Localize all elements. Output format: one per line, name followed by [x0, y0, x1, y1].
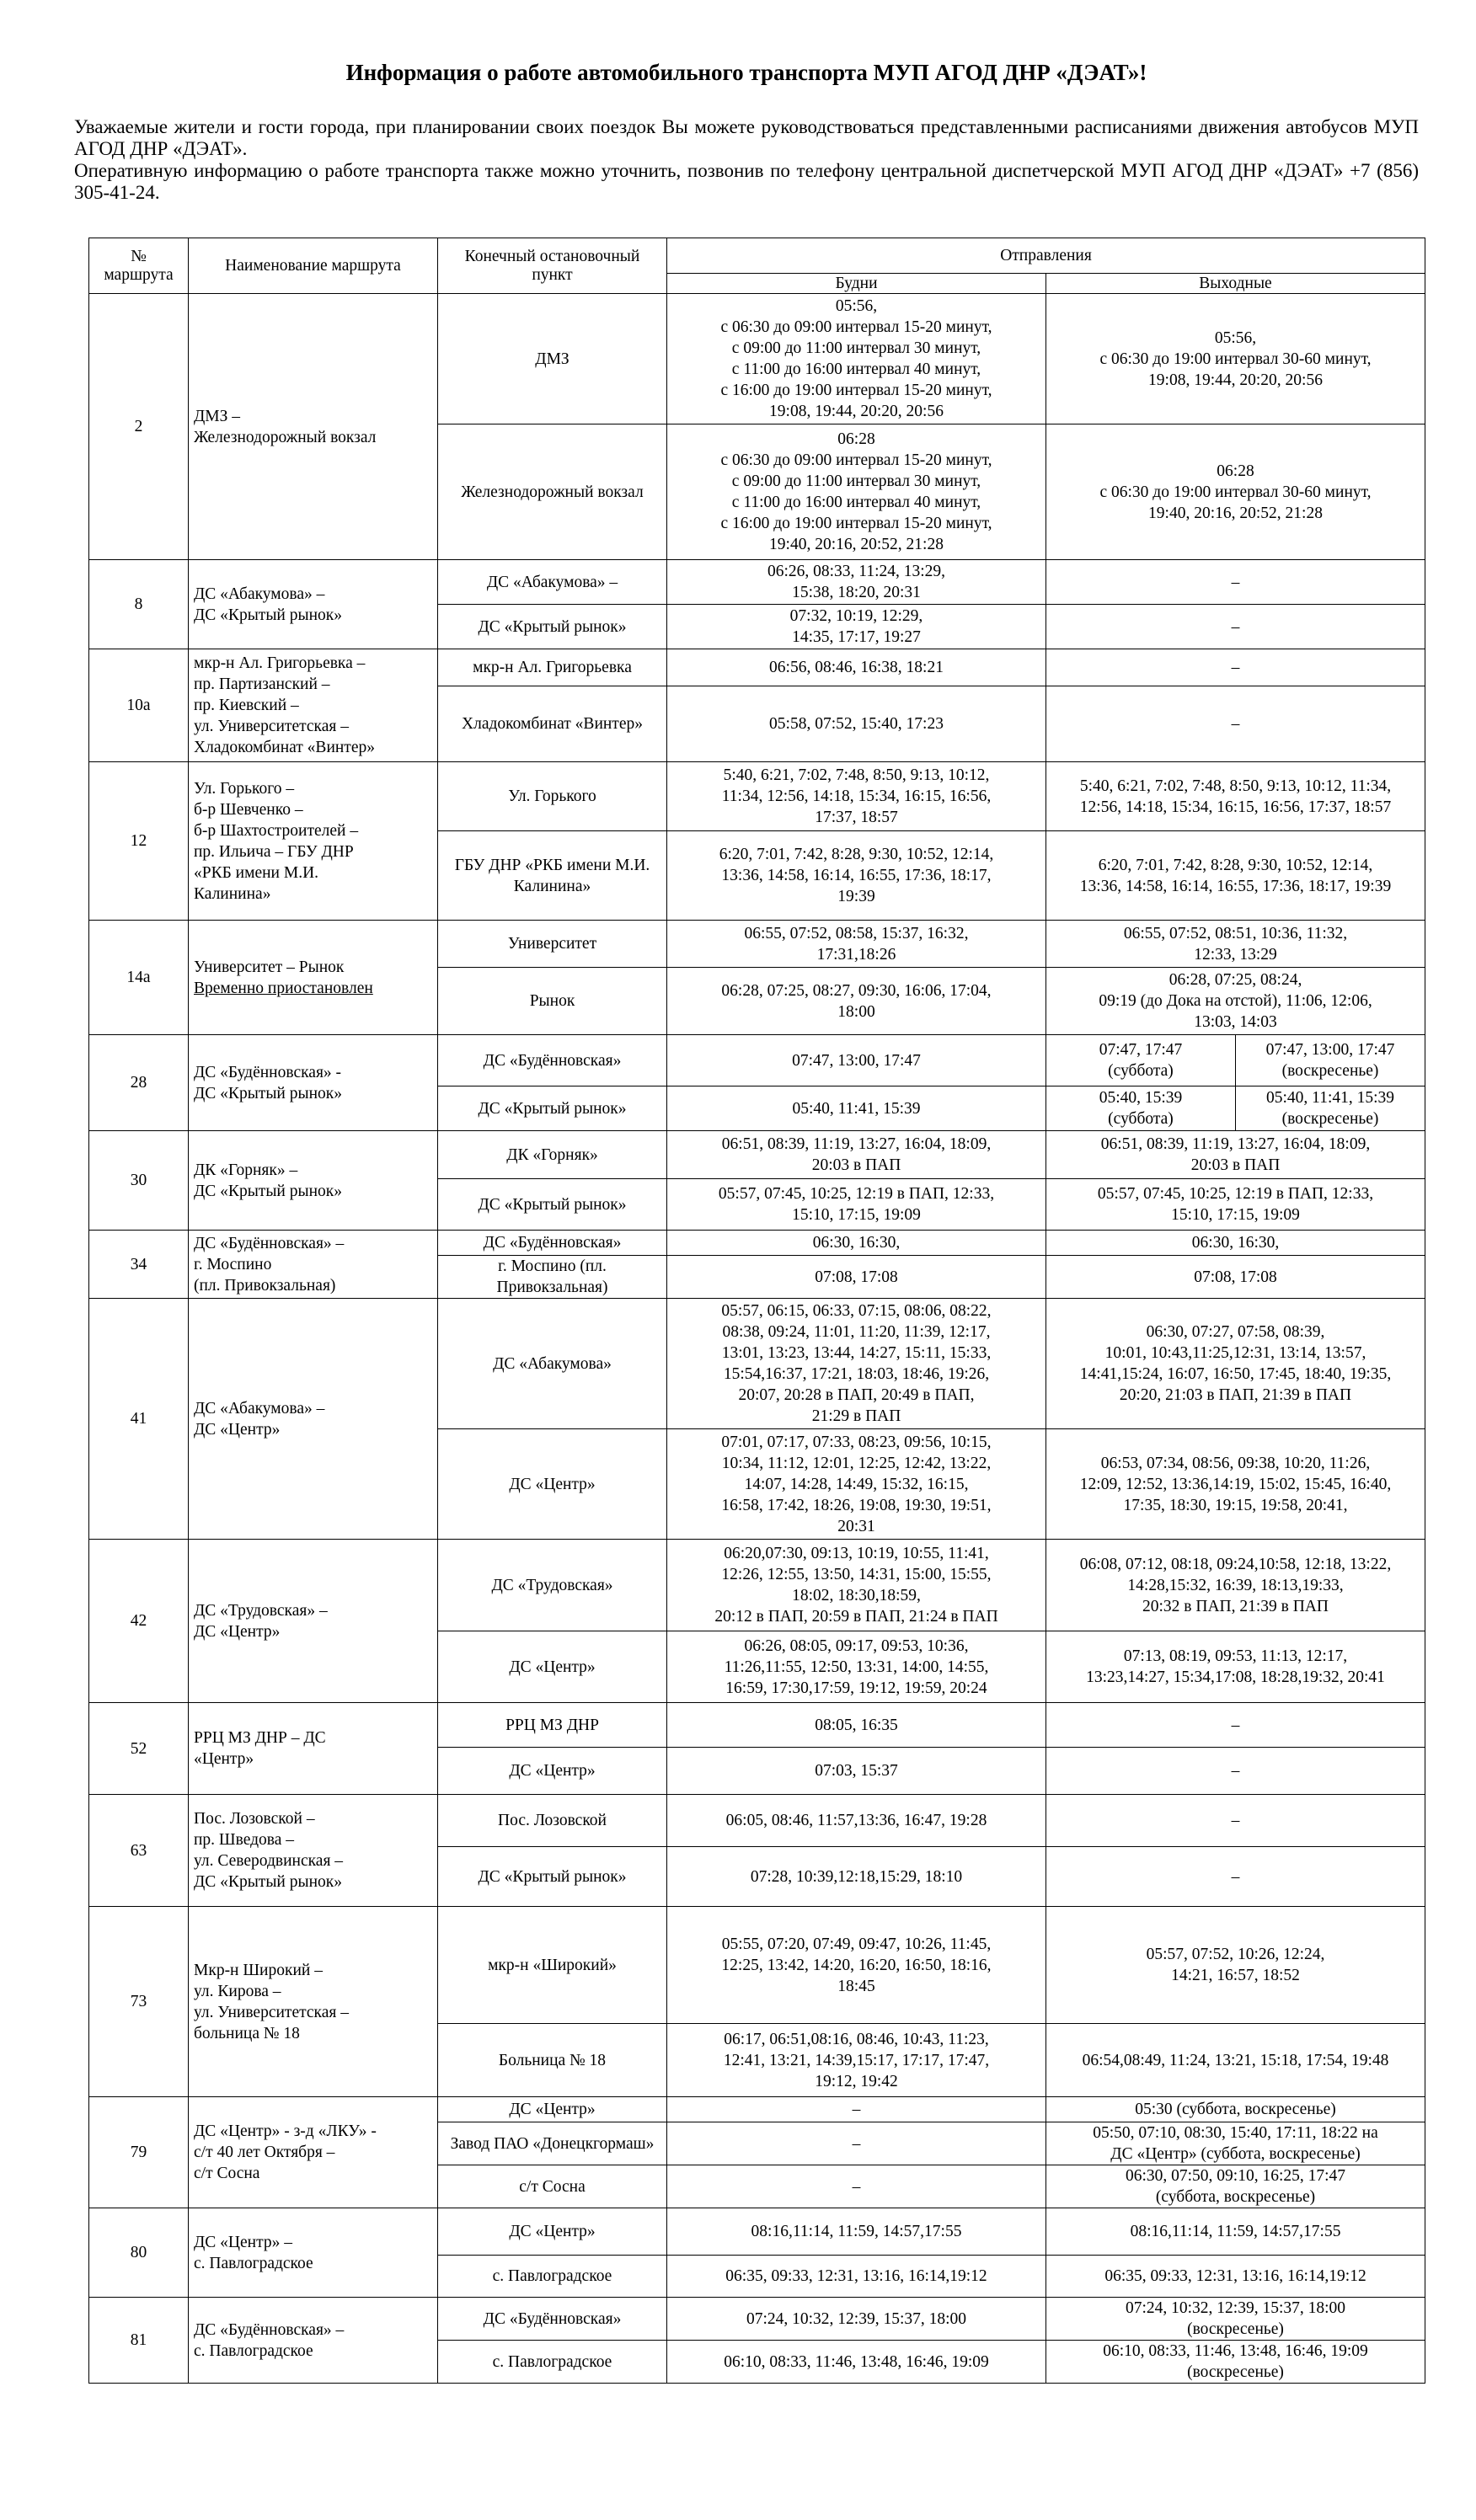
weekday-departures [667, 1299, 1046, 1429]
table-row [89, 560, 1425, 605]
table-row [89, 1231, 1425, 1256]
weekend-departures-text: – [1231, 617, 1240, 636]
route-name-text: Ул. Горького – б-р Шевченко – б-р Шахтостроителей – пр. Ильича – ГБУ ДНР «РКБ имени М.И. Калинина» [194, 779, 359, 903]
weekend-departures [1046, 1299, 1425, 1429]
weekday-departures-text: 05:40, 11:41, 15:39 [792, 1099, 921, 1118]
weekday-departures-text: 07:28, 10:39,12:18,15:29, 18:10 [750, 1867, 963, 1886]
weekend-departures-text: 06:10, 08:33, 11:46, 13:48, 16:46, 19:09 (воскресенье) [1103, 2342, 1368, 2381]
weekday-departures-text: 06:30, 16:30, [812, 1234, 901, 1252]
route-number: 8 [89, 560, 189, 649]
weekday-departures [667, 2024, 1046, 2097]
route-name [189, 2298, 438, 2384]
weekday-departures-text: 05:57, 06:15, 06:33, 07:15, 08:06, 08:22, 08:38, 09:24, 11:01, 11:20, 11:39, 12:17, 13:01, 13:23, 13:44, 14:27, 15:11, 15:33, 15:54,16:37, 17:21, 18:03, 18:46, 19:26, 20:07, 20:28 в ПАП, 20:49 в ПАП, 21:29 в ПАП [721, 1302, 992, 1425]
sunday-departures [1236, 1035, 1425, 1086]
terminal-stop: ДС «Центр» [438, 1748, 667, 1795]
weekday-departures-text: 06:28, 07:25, 08:27, 09:30, 16:06, 17:04, 18:00 [721, 981, 992, 1021]
weekend-departures [1046, 1231, 1425, 1256]
route-name [189, 1231, 438, 1299]
route-name-text: Мкр-н Широкий – ул. Кирова – ул. Университетская – больница № 18 [194, 1961, 349, 2042]
weekday-departures-text: 05:56, с 06:30 до 09:00 интервал 15-20 минут, с 09:00 до 11:00 интервал 30 минут, с 11:00 до 16:00 интервал 40 минут, с 16:00 до 19:00 интервал 15-20 минут, 19:08, 19:44, 20:20, 20:56 [720, 297, 992, 420]
weekday-departures-text: 06:05, 08:46, 11:57,13:36, 16:47, 19:28 [725, 1812, 987, 1829]
weekend-departures-text: 6:20, 7:01, 7:42, 8:28, 9:30, 10:52, 12:14, 13:36, 14:58, 16:14, 16:55, 17:36, 18:17, 19:39 [1079, 856, 1392, 895]
table-row [89, 2208, 1425, 2256]
weekday-departures-text: 06:56, 08:46, 16:38, 18:21 [769, 659, 944, 676]
route-name [189, 649, 438, 762]
weekend-departures [1046, 1429, 1425, 1540]
schedule-table-wrap [88, 238, 1425, 2384]
intro-paragraph: Уважаемые жители и гости города, при планировании своих поездок Вы можете руководствоваться представленными расписаниями движения автобусов МУП АГОД ДНР «ДЭАТ». [74, 116, 1419, 160]
weekday-departures [667, 2165, 1046, 2208]
weekday-departures-text: 07:01, 07:17, 07:33, 08:23, 09:56, 10:15, 10:34, 11:12, 12:01, 12:25, 12:42, 13:22, 14:07, 14:28, 14:49, 15:32, 16:15, 16:58, 17:42, 18:26, 19:08, 19:30, 19:51, 20:31 [721, 1433, 992, 1535]
route-name-text: ДС «Трудовская» – ДС «Центр» [194, 1601, 328, 1641]
table-row [89, 294, 1425, 424]
weekend-departures [1046, 2298, 1425, 2341]
route-number: 10а [89, 649, 189, 762]
terminal-stop: ДС «Центр» [438, 1429, 667, 1540]
weekend-departures-text: 05:30 (суббота, воскресенье) [1135, 2101, 1336, 2118]
terminal-stop: ДС «Трудовская» [438, 1540, 667, 1631]
weekday-departures [667, 686, 1046, 762]
weekday-departures-text: 05:58, 07:52, 15:40, 17:23 [769, 715, 944, 733]
route-number: 28 [89, 1035, 189, 1131]
saturday-departures [1046, 1035, 1236, 1086]
terminal-stop: ДС «Будённовская» [438, 1035, 667, 1086]
weekday-departures-text: 06:28 с 06:30 до 09:00 интервал 15-20 минут, с 09:00 до 11:00 интервал 30 минут, с 11:00 до 16:00 интервал 40 минут, с 16:00 до 19:00 интервал 15-20 минут, 19:40, 20:16, 20:52, 21:28 [720, 430, 992, 553]
weekday-departures [667, 1231, 1046, 1256]
header-weekdays: Будни [667, 274, 1046, 294]
route-number: 52 [89, 1703, 189, 1795]
weekday-departures-text: 05:55, 07:20, 07:49, 09:47, 10:26, 11:45, 12:25, 13:42, 14:20, 16:20, 16:50, 18:16, 18:45 [721, 1935, 992, 1995]
weekday-departures [667, 1256, 1046, 1299]
terminal-stop: Университет [438, 921, 667, 968]
table-row [89, 1703, 1425, 1748]
weekend-departures-text: 05:57, 07:45, 10:25, 12:19 в ПАП, 12:33, 15:10, 17:15, 19:09 [1097, 1185, 1374, 1224]
table-row [89, 1795, 1425, 1847]
weekend-departures [1046, 2256, 1425, 2298]
terminal-stop: ДС «Будённовская» [438, 2298, 667, 2341]
weekend-departures-text: – [1231, 1716, 1240, 1734]
weekday-departures [667, 1429, 1046, 1540]
terminal-stop: ДС «Абакумова» – [438, 560, 667, 605]
route-name-text: ДС «Будённовская» - ДС «Крытый рынок» [194, 1063, 342, 1102]
terminal-stop: Ул. Горького [438, 762, 667, 831]
weekend-departures-text: 07:08, 17:08 [1194, 1268, 1277, 1286]
weekend-departures-text: – [1231, 715, 1240, 733]
terminal-stop: ДС «Абакумова» [438, 1299, 667, 1429]
weekday-departures [667, 831, 1046, 921]
route-name-text: ДС «Абакумова» – ДС «Центр» [194, 1399, 325, 1439]
table-row [89, 1299, 1425, 1429]
terminal-stop: ГБУ ДНР «РКБ имени М.И. Калинина» [438, 831, 667, 921]
route-name [189, 1131, 438, 1231]
page-title: Информация о работе автомобильного транспорта МУП АГОД ДНР «ДЭАТ»! [345, 60, 1147, 85]
route-name [189, 294, 438, 560]
weekend-departures [1046, 2122, 1425, 2165]
terminal-stop: РРЦ МЗ ДНР [438, 1703, 667, 1748]
header-departures: Отправления [667, 238, 1425, 274]
weekday-departures [667, 1035, 1046, 1086]
route-number: 73 [89, 1907, 189, 2097]
weekday-departures-text: 05:57, 07:45, 10:25, 12:19 в ПАП, 12:33, 15:10, 17:15, 19:09 [718, 1185, 995, 1224]
weekend-departures [1046, 762, 1425, 831]
table-row [89, 1131, 1425, 1179]
weekend-departures-text: – [1231, 573, 1240, 591]
terminal-stop: ДС «Центр» [438, 2208, 667, 2256]
weekend-departures [1046, 2165, 1425, 2208]
terminal-stop: с. Павлоградское [438, 2256, 667, 2298]
route-number: 12 [89, 762, 189, 921]
weekday-departures [667, 2341, 1046, 2384]
header-weekends: Выходные [1046, 274, 1425, 294]
route-name [189, 1299, 438, 1540]
route-number: 34 [89, 1231, 189, 1299]
weekday-departures-text: 06:55, 07:52, 08:58, 15:37, 16:32, 17:31,18:26 [744, 924, 969, 964]
route-number: 63 [89, 1795, 189, 1907]
weekday-departures-text: 06:35, 09:33, 12:31, 13:16, 16:14,19:12 [725, 2267, 987, 2285]
weekend-departures-text: 5:40, 6:21, 7:02, 7:48, 8:50, 9:13, 10:12, 11:34, 12:56, 14:18, 15:34, 16:15, 16:56, 17:37, 18:57 [1079, 777, 1392, 816]
weekday-departures-text: – [852, 2177, 861, 2196]
weekday-departures [667, 1131, 1046, 1179]
weekend-departures [1046, 1748, 1425, 1795]
weekend-departures-text: 06:30, 07:27, 07:58, 08:39, 10:01, 10:43,11:25,12:31, 13:14, 13:57, 14:41,15:24, 16:07, 16:50, 17:45, 18:40, 19:35, 20:20, 21:03 в ПАП, 21:39 в ПАП [1079, 1323, 1392, 1404]
intro [74, 116, 1419, 204]
schedule-table [88, 238, 1425, 2384]
route-name-text: ДК «Горняк» – ДС «Крытый рынок» [194, 1161, 342, 1200]
route-number: 30 [89, 1131, 189, 1231]
weekend-departures-text: 06:30, 16:30, [1191, 1234, 1280, 1252]
weekend-departures [1046, 2208, 1425, 2256]
weekend-departures [1046, 1179, 1425, 1231]
weekday-departures-text: 08:05, 16:35 [815, 1716, 898, 1734]
weekday-departures [667, 294, 1046, 424]
weekend-departures [1046, 2097, 1425, 2122]
weekend-departures-text: – [1231, 1762, 1240, 1780]
weekend-departures [1046, 1847, 1425, 1907]
weekday-departures [667, 1179, 1046, 1231]
weekday-departures-text: 06:26, 08:33, 11:24, 13:29, 15:38, 18:20, 20:31 [767, 563, 946, 601]
weekday-departures-text: – [852, 2101, 861, 2118]
weekday-departures-text: 07:03, 15:37 [815, 1762, 898, 1780]
route-name-text: РРЦ МЗ ДНР – ДС «Центр» [194, 1729, 326, 1768]
route-name-text: ДС «Будённовская» – г. Моспино (пл. Привокзальная) [194, 1234, 345, 1295]
weekend-departures-text: 05:50, 07:10, 08:30, 15:40, 17:11, 18:22 на ДС «Центр» (суббота, воскресенье) [1093, 2124, 1378, 2163]
weekend-departures-text: 07:24, 10:32, 12:39, 15:37, 18:00 (воскресенье) [1125, 2299, 1346, 2338]
weekday-departures-text: 06:26, 08:05, 09:17, 09:53, 10:36, 11:26,11:55, 12:50, 13:31, 14:00, 14:55, 16:59, 17:30,17:59, 19:12, 19:59, 20:24 [724, 1636, 989, 1697]
weekend-departures [1046, 1256, 1425, 1299]
header-route-number: № маршрута [89, 238, 189, 294]
weekend-departures-text: 06:08, 07:12, 08:18, 09:24,10:58, 12:18, 13:22, 14:28,15:32, 16:39, 18:13,19:33, 20:32 в ПАП, 21:39 в ПАП [1079, 1555, 1392, 1615]
table-row [89, 2298, 1425, 2341]
schedule-body [89, 294, 1425, 2384]
terminal-stop: с. Павлоградское [438, 2341, 667, 2384]
table-row [89, 1035, 1425, 1086]
weekday-departures [667, 1540, 1046, 1631]
route-number: 14а [89, 921, 189, 1035]
terminal-stop: ДС «Крытый рынок» [438, 1086, 667, 1131]
weekday-departures-text: 07:32, 10:19, 12:29, 14:35, 17:17, 19:27 [789, 607, 923, 646]
route-name [189, 921, 438, 1035]
terminal-stop: ДС «Крытый рынок» [438, 1179, 667, 1231]
terminal-stop: Больница № 18 [438, 2024, 667, 2097]
header-terminal-stop: Конечный остановочный пункт [438, 238, 667, 294]
weekend-departures-text: 06:28, 07:25, 08:24, 09:19 (до Дока на отстой), 11:06, 12:06, 13:03, 14:03 [1099, 971, 1372, 1031]
weekend-departures [1046, 2341, 1425, 2384]
weekday-departures-text: 6:20, 7:01, 7:42, 8:28, 9:30, 10:52, 12:14, 13:36, 14:58, 16:14, 16:55, 17:36, 18:17, 19:39 [719, 846, 994, 905]
terminal-stop: ДС «Будённовская» [438, 1231, 667, 1256]
weekday-departures-text: 5:40, 6:21, 7:02, 7:48, 8:50, 9:13, 10:12, 11:34, 12:56, 14:18, 15:34, 16:15, 16:56, 17:37, 18:57 [721, 766, 992, 826]
weekday-departures [667, 921, 1046, 968]
weekend-departures-text: 05:56, с 06:30 до 19:00 интервал 30-60 минут, 19:08, 19:44, 20:20, 20:56 [1099, 328, 1372, 389]
weekend-departures [1046, 686, 1425, 762]
saturday-departures-text: 07:47, 17:47 (суббота) [1099, 1041, 1183, 1080]
document [74, 59, 1419, 204]
weekend-departures [1046, 605, 1425, 649]
weekday-departures [667, 649, 1046, 686]
route-name [189, 1907, 438, 2097]
terminal-stop: мкр-н «Широкий» [438, 1907, 667, 2024]
weekday-departures [667, 1703, 1046, 1748]
route-name [189, 2097, 438, 2208]
saturday-departures [1046, 1086, 1236, 1131]
weekday-departures-text: 06:51, 08:39, 11:19, 13:27, 16:04, 18:09, 20:03 в ПАП [721, 1135, 992, 1174]
weekday-departures [667, 2122, 1046, 2165]
terminal-stop: с/т Сосна [438, 2165, 667, 2208]
weekend-departures [1046, 831, 1425, 921]
weekday-departures-text: 08:16,11:14, 11:59, 14:57,17:55 [751, 2223, 962, 2240]
weekend-departures-text: 06:35, 09:33, 12:31, 13:16, 16:14,19:12 [1104, 2267, 1366, 2285]
header-route-name: Наименование маршрута [189, 238, 438, 294]
weekend-departures [1046, 1631, 1425, 1703]
weekend-departures-text: 06:28 с 06:30 до 19:00 интервал 30-60 минут, 19:40, 20:16, 20:52, 21:28 [1099, 462, 1372, 522]
route-name [189, 1540, 438, 1703]
weekend-departures-text: 06:54,08:49, 11:24, 13:21, 15:18, 17:54, 19:48 [1082, 2051, 1389, 2069]
weekend-departures [1046, 1907, 1425, 2024]
weekend-departures [1046, 424, 1425, 560]
terminal-stop: ДМЗ [438, 294, 667, 424]
terminal-stop: ДС «Центр» [438, 1631, 667, 1703]
weekday-departures [667, 560, 1046, 605]
terminal-stop: г. Моспино (пл. Привокзальная) [438, 1256, 667, 1299]
route-number: 41 [89, 1299, 189, 1540]
weekday-departures [667, 968, 1046, 1035]
route-name [189, 1035, 438, 1131]
terminal-stop: ДК «Горняк» [438, 1131, 667, 1179]
intro-paragraph: Оперативную информацию о работе транспорта также можно уточнить, позвонив по телефону центральной диспетчерской МУП АГОД ДНР «ДЭАТ» +7 (856) 305-41-24. [74, 160, 1419, 204]
weekend-departures-text: 07:13, 08:19, 09:53, 11:13, 12:17, 13:23,14:27, 15:34,17:08, 18:28,19:32, 20:41 [1086, 1647, 1385, 1686]
weekend-departures-text: 06:30, 07:50, 09:10, 16:25, 17:47 (суббота, воскресенье) [1125, 2167, 1346, 2206]
terminal-stop: мкр-н Ал. Григорьевка [438, 649, 667, 686]
route-name-text: ДМЗ – Железнодорожный вокзал [194, 407, 377, 446]
weekend-departures-text: – [1231, 659, 1240, 676]
route-name-text: мкр-н Ал. Григорьевка – пр. Партизанский – пр. Киевский – ул. Университетская – Хладокомбинат «Винтер» [194, 654, 375, 756]
route-number: 81 [89, 2298, 189, 2384]
route-name-text: ДС «Центр» – с. Павлоградское [194, 2233, 313, 2272]
weekday-departures-text: 07:47, 13:00, 17:47 [792, 1051, 921, 1070]
terminal-stop: ДС «Крытый рынок» [438, 1847, 667, 1907]
route-name-text: ДС «Будённовская» – с. Павлоградское [194, 2320, 345, 2360]
sunday-departures-text: 05:40, 11:41, 15:39 (воскресенье) [1266, 1089, 1395, 1128]
weekend-departures [1046, 649, 1425, 686]
weekday-departures [667, 2256, 1046, 2298]
weekday-departures-text: 07:24, 10:32, 12:39, 15:37, 18:00 [746, 2309, 967, 2328]
route-name-text: Пос. Лозовской – пр. Шведова – ул. Северодвинская – ДС «Крытый рынок» [194, 1810, 344, 1891]
sunday-departures [1236, 1086, 1425, 1131]
table-row [89, 2097, 1425, 2122]
weekday-departures-text: 06:10, 08:33, 11:46, 13:48, 16:46, 19:09 [724, 2352, 989, 2371]
route-name-text: Университет – Рынок [194, 958, 345, 976]
weekend-departures-text: 08:16,11:14, 11:59, 14:57,17:55 [1130, 2223, 1341, 2240]
weekday-departures [667, 762, 1046, 831]
weekend-departures [1046, 294, 1425, 424]
route-name [189, 762, 438, 921]
route-status-note: Временно приостановлен [194, 979, 373, 997]
table-row [89, 1907, 1425, 2024]
table-row [89, 1540, 1425, 1631]
weekend-departures-text: 06:55, 07:52, 08:51, 10:36, 11:32, 12:33, 13:29 [1123, 924, 1348, 964]
table-row [89, 921, 1425, 968]
weekday-departures [667, 1795, 1046, 1847]
weekday-departures [667, 2298, 1046, 2341]
weekend-departures [1046, 1795, 1425, 1847]
route-number: 2 [89, 294, 189, 560]
weekday-departures-text: – [852, 2134, 861, 2153]
weekend-departures-text: – [1231, 1812, 1240, 1829]
table-row [89, 649, 1425, 686]
weekday-departures [667, 424, 1046, 560]
route-name-text: ДС «Центр» - з-д «ЛКУ» - с/т 40 лет Октября – с/т Сосна [194, 2122, 377, 2182]
table-row [89, 762, 1425, 831]
weekday-departures [667, 1907, 1046, 2024]
weekend-departures [1046, 1131, 1425, 1179]
weekday-departures-text: 06:17, 06:51,08:16, 08:46, 10:43, 11:23, 12:41, 13:21, 14:39,15:17, 17:17, 17:47, 19:12, 19:42 [723, 2030, 990, 2090]
weekend-departures [1046, 921, 1425, 968]
route-name-text: ДС «Абакумова» – ДС «Крытый рынок» [194, 585, 342, 624]
route-number: 42 [89, 1540, 189, 1703]
weekend-departures-text: 06:51, 08:39, 11:19, 13:27, 16:04, 18:09, 20:03 в ПАП [1100, 1135, 1371, 1174]
weekend-departures-text: 05:57, 07:52, 10:26, 12:24, 14:21, 16:57, 18:52 [1146, 1946, 1325, 1984]
weekday-departures [667, 1086, 1046, 1131]
terminal-stop: Пос. Лозовской [438, 1795, 667, 1847]
weekend-departures [1046, 1540, 1425, 1631]
weekend-departures-text: 06:53, 07:34, 08:56, 09:38, 10:20, 11:26, 12:09, 12:52, 13:36,14:19, 15:02, 15:45, 16:40, 17:35, 18:30, 19:15, 19:58, 20:41, [1079, 1454, 1392, 1514]
terminal-stop: Железнодорожный вокзал [438, 424, 667, 560]
route-name [189, 560, 438, 649]
weekday-departures [667, 1847, 1046, 1907]
route-name [189, 1703, 438, 1795]
weekend-departures-text: – [1231, 1867, 1240, 1886]
saturday-departures-text: 05:40, 15:39 (суббота) [1099, 1089, 1183, 1128]
weekday-departures [667, 605, 1046, 649]
terminal-stop: ДС «Центр» [438, 2097, 667, 2122]
terminal-stop: Рынок [438, 968, 667, 1035]
sunday-departures-text: 07:47, 13:00, 17:47 (воскресенье) [1265, 1041, 1395, 1080]
weekday-departures [667, 2097, 1046, 2122]
terminal-stop: Завод ПАО «Донецкгормаш» [438, 2122, 667, 2165]
route-name [189, 2208, 438, 2298]
terminal-stop: Хладокомбинат «Винтер» [438, 686, 667, 762]
weekend-departures [1046, 2024, 1425, 2097]
weekday-departures [667, 1748, 1046, 1795]
weekday-departures [667, 2208, 1046, 2256]
route-number: 79 [89, 2097, 189, 2208]
weekend-departures [1046, 560, 1425, 605]
route-number: 80 [89, 2208, 189, 2298]
terminal-stop: ДС «Крытый рынок» [438, 605, 667, 649]
weekday-departures [667, 1631, 1046, 1703]
weekday-departures-text: 07:08, 17:08 [815, 1268, 898, 1286]
route-name [189, 1795, 438, 1907]
weekend-departures [1046, 968, 1425, 1035]
weekday-departures-text: 06:20,07:30, 09:13, 10:19, 10:55, 11:41, 12:26, 12:55, 13:50, 14:31, 15:00, 15:55, 18:02, 18:30,18:59, 20:12 в ПАП, 20:59 в ПАП, 21:24 в ПАП [714, 1545, 998, 1626]
weekend-departures [1046, 1703, 1425, 1748]
